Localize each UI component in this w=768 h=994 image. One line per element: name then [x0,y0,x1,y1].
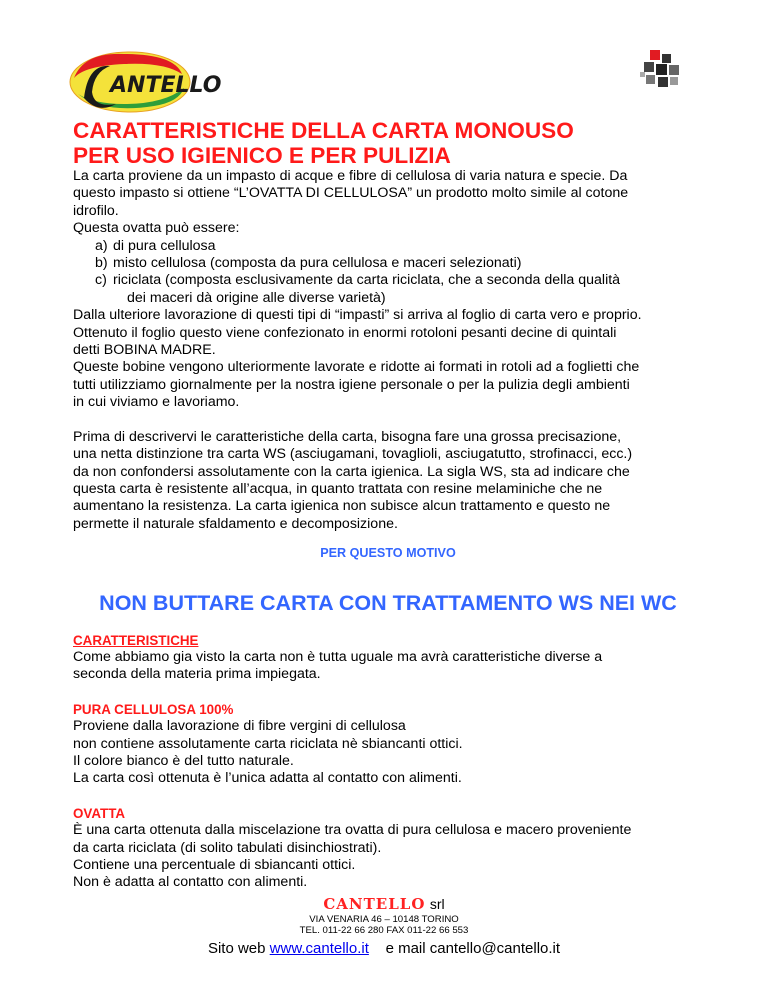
caratteristiche-paragraph [73,649,703,684]
ovatta-line-2: da carta riciclata (di solito tabulati disinchiostrati). [73,839,382,856]
list-item-text-cont: dei maceri dà origine alle diverse varietà) [127,289,386,306]
intro-line-4: Questa ovatta può essere: [73,220,240,237]
list-marker: a) [95,237,108,254]
title-line-2: PER USO IGIENICO E PER PULIZIA [73,143,451,168]
intro-line-3: idrofilo. [73,202,119,219]
title-line-1: CARATTERISTICHE DELLA CARTA MONOUSO [73,118,574,143]
list-item-text: misto cellulosa (composta da pura cellulosa e maceri selezionati) [113,255,522,272]
process-line-6: in cui viviamo e lavoriamo. [73,394,240,411]
footer-phones: TEL. 011-22 66 280 FAX 011-22 66 553 [299,925,469,936]
process-line-5: tutti utilizziamo giornalmente per la nostra igiene personale o per la pulizia degli ambienti [73,376,630,393]
motivo-label: PER QUESTO MOTIVO [320,546,456,561]
list-item [95,272,703,307]
process-paragraph [73,307,703,411]
pura-line-1: Proviene dalla lavorazione di fibre vergini di cellulosa [73,718,406,735]
caratteristiche-line-1: Come abbiamo gia visto la carta non è tutta uguale ma avrà caratteristiche diverse a [73,648,603,665]
ws-paragraph [73,429,703,533]
ws-line-5: aumentano la resistenza. La carta igienica non subisce alcun trattamento e questo ne [73,498,611,515]
list-marker: b) [95,255,108,272]
ws-line-2: una netta distinzione tra carta WS (asciugamani, tovaglioli, asciugatutto, strofinacci, ecc.) [73,446,633,463]
ws-line-3: da non confondersi assolutamente con la carta igienica. La sigla WS, sta ad indicare che [73,463,630,480]
process-line-2: Ottenuto il foglio questo viene confezionato in enormi rotoloni pesanti decine di quintali [73,324,617,341]
list-item [95,255,703,272]
caratteristiche-line-2: seconda della materia prima impiegata. [73,666,321,683]
list-marker: c) [95,272,107,289]
email-text: e mail cantello@cantello.it [385,940,561,957]
pura-line-2: non contiene assolutamente carta riciclata nè sbiancanti ottici. [73,735,463,752]
ws-line-4: questa carta è resistente all’acqua, in quanto trattata con resine melaminiche che ne [73,480,603,497]
intro-line-2: questo impasto si ottiene “L’OVATTA DI CELLULOSA” un prodotto molto simile al cotone [73,185,629,202]
ovatta-line-3: Contiene una percentuale di sbiancanti ottici. [73,857,356,873]
ovatta-line-1: È una carta ottenuta dalla miscelazione tra ovatta di pura cellulosa e macero proveniente [73,822,632,839]
intro-line-1: La carta proviene da un impasto di acque e fibre di cellulosa di varia natura e specie. Da [73,168,628,184]
ws-line-6: permette il naturale sfaldamento e decomposizione. [73,515,398,532]
ovatta-paragraph [73,822,703,892]
list-item-text: di pura cellulosa [113,237,216,254]
web-label: Sito web [207,940,266,957]
ws-warning: NON BUTTARE CARTA CON TRATTAMENTO WS NEI WC [99,590,677,615]
footer-address: VIA VENARIA 46 – 10148 TORINO [309,914,459,925]
process-line-3: detti BOBINA MADRE. [73,342,216,359]
ovatta-types-list [73,238,703,308]
ovatta-line-4: Non è adatta al contatto con alimenti. [73,874,308,891]
website-link[interactable]: www.cantello.it [269,940,369,957]
ovatta-heading: OVATTA [73,805,126,821]
document-body [73,118,703,892]
ws-line-1: Prima di descrivervi le caratteristiche della carta, bisogna fare una grossa precisazione, [73,428,622,445]
footer-srl: srl [429,896,445,912]
pura-line-3: Il colore bianco è del tutto naturale. [73,752,294,769]
intro-paragraph [73,168,703,238]
list-item [95,237,703,255]
process-line-1: Dalla ulteriore lavorazione di questi tipi di “impasti” si arriva al foglio di carta vero e proprio. [73,307,642,324]
document-title [73,118,703,168]
puzzle-logo [636,44,686,94]
pura-paragraph [73,718,703,788]
pura-line-4: La carta così ottenuta è l’unica adatta al contatto con alimenti. [73,770,462,787]
footer-web [0,940,768,957]
footer [0,895,768,957]
svg-text:ANTELLO: ANTELLO [110,73,222,98]
process-line-4: Queste bobine vengono ulteriormente lavorate e ridotte ai formati in rotoli ad a foglietti che [73,359,640,376]
list-item-text: riciclata (composta esclusivamente da carta riciclata, che a seconda della qualità [113,272,621,289]
cantello-logo [64,44,222,118]
caratteristiche-heading: CARATTERISTICHE [73,632,199,648]
pura-heading: PURA CELLULOSA 100% [73,701,234,717]
footer-brand: CANTELLO [323,895,426,913]
